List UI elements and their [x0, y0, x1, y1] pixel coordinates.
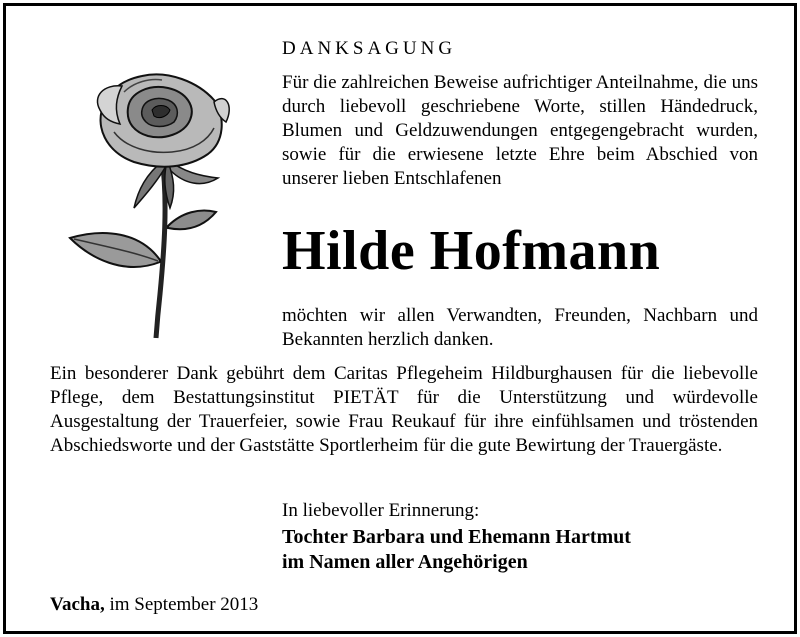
signature-line-1: Tochter Barbara und Ehemann Hartmut [282, 526, 631, 548]
obituary-notice [3, 3, 797, 634]
signature-line-2: im Namen aller Angehörigen [282, 551, 528, 573]
place-date-line [50, 593, 258, 617]
thanks-paragraph: möchten wir allen Verwandten, Freunden, Nachbarn und Bekannten herzlich danken. [282, 305, 758, 350]
deceased-name: Hilde Hofmann [282, 220, 661, 282]
intro-paragraph: Für die zahlreichen Beweise aufrichtiger Anteilnahme, die uns durch liebevoll geschriebene Worte, stillen Händedruck, Blumen und Geldzuwendungen entgegengebracht wurden, sowie für die erwiesene letzte Ehre beim Abschied von unserer lieben Entschlafenen [282, 72, 758, 189]
date: im September 2013 [104, 594, 259, 615]
rose-icon [64, 62, 244, 340]
place: Vacha, [50, 594, 105, 615]
special-thanks-paragraph: Ein besonderer Dank gebührt dem Caritas Pflegeheim Hildburghausen für die liebevolle Pflege, dem Bestattungsinstitut PIETÄT für die Unterstützung und würdevolle Ausgestaltung der Trauerfeier, sowie Frau Reukauf für ihre einfühlsamen und tröstenden Abschiedsworte und der Gaststätte Sportlerheim für die gute Bewirtung der Trauergäste. [50, 363, 758, 456]
memory-line: In liebevoller Erinnerung: [282, 500, 480, 521]
notice-heading: DANKSAGUNG [282, 38, 457, 59]
